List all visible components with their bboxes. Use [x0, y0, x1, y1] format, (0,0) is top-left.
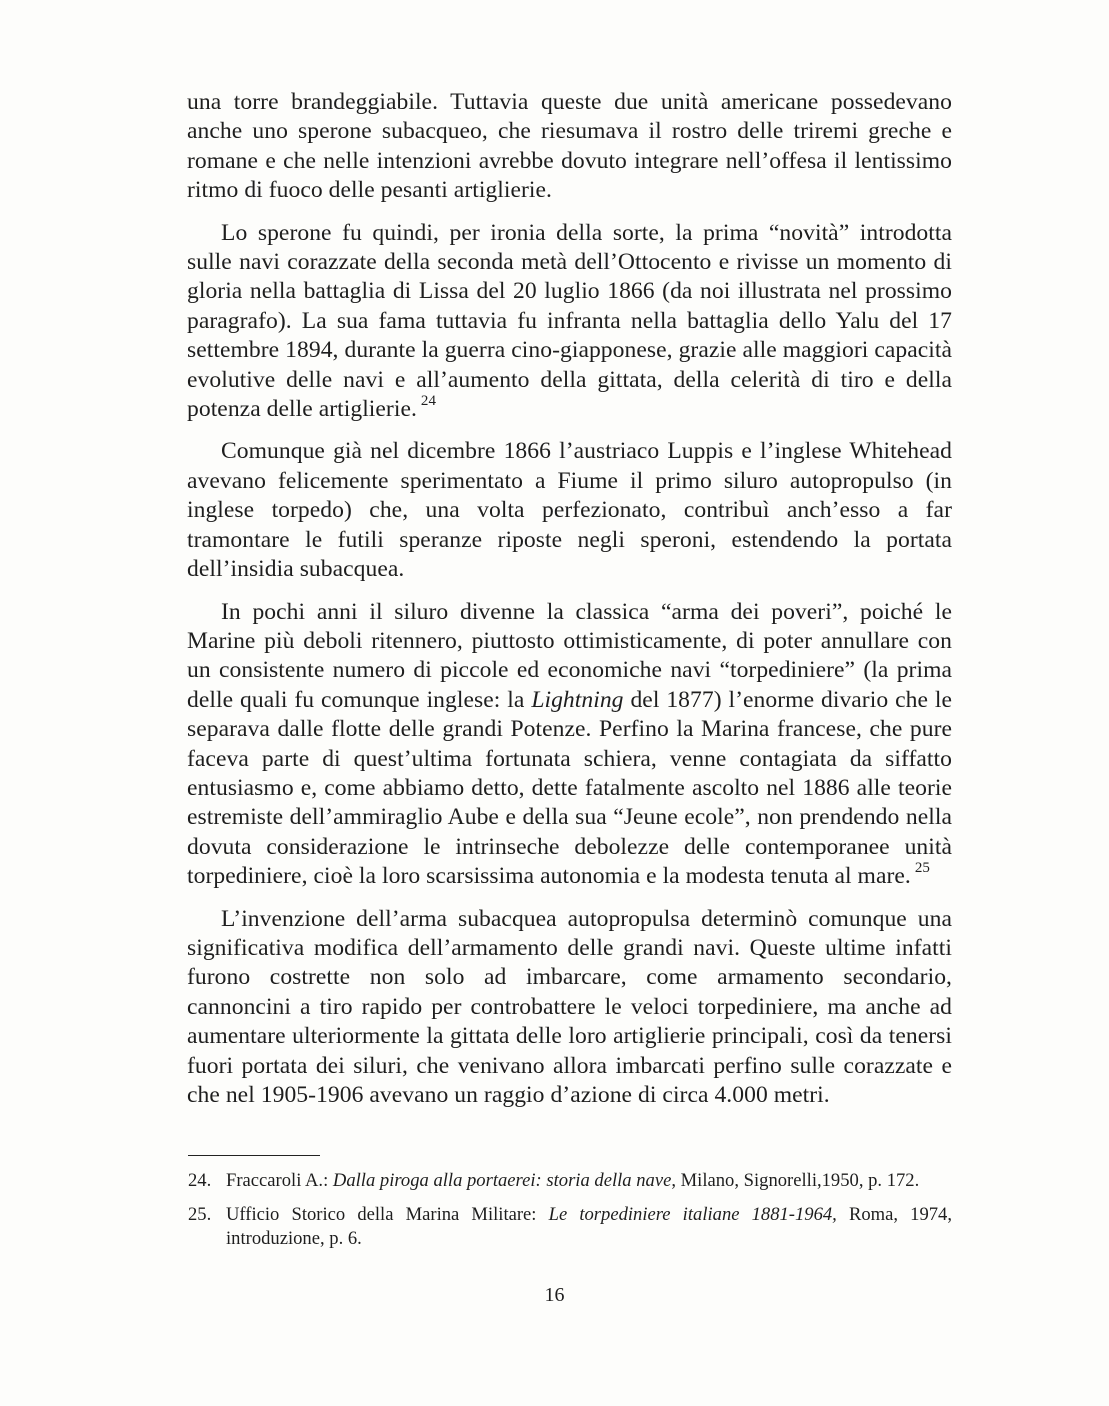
footnote-title: Dalla piroga alla portaerei: storia della nave	[332, 1170, 672, 1191]
body-text	[187, 88, 952, 1123]
footnote-text: Roma, 1974, introduzione, p. 6.	[226, 1204, 952, 1249]
footnote-number: 24.	[188, 1170, 212, 1191]
paragraph-text: del 1877) l’enorme divario che le separava dalle flotte delle grandi Potenze. Perfino la Marina francese, che pure faceva parte di quest’ultima fortunata schiera, venne contagiata da siffatto entusiasmo e, come abbiamo detto, dette fatalmente ascolto nel 1886 alle teorie estremiste dell’ammiraglio Aube e della sua “Jeune ecole”, non prendendo nella dovuta considerazione le intrinseche debolezze delle contemporanee unità torpediniere, cioè la loro scarsissima autonomia e la modesta tenuta al mare.	[187, 686, 952, 890]
footnote-text: Fraccaroli A.:	[226, 1170, 333, 1191]
paragraph-text: una torre brandeggiabile. Tuttavia queste due unità americane possedevano anche uno sperone subacqueo, che riesumava il rostro delle triremi greche e romane e che nelle intenzioni avrebbe dovuto integrare nell’offesa il lentissimo ritmo di fuoco delle pesanti artiglierie.	[187, 89, 952, 204]
page-number: 16	[544, 1284, 565, 1306]
footnote-title: Le torpediniere italiane 1881-1964,	[548, 1204, 837, 1225]
footnotes	[188, 1169, 952, 1261]
ship-name: Lightning	[531, 686, 624, 713]
paragraph	[187, 88, 952, 206]
footnote-separator	[188, 1155, 320, 1156]
paragraph-text: In pochi anni il siluro divenne la classica “arma dei poveri”, poiché le Marine più deboli ritennero, piuttosto ottimisticamente, di poter annullare con un consistente numero di piccole ed economiche navi “torpediniere” (la prima delle quali fu comunque inglese: la	[187, 598, 952, 713]
footnote-reference: 24	[420, 393, 437, 410]
footnote	[188, 1203, 952, 1251]
footnote-number: 25.	[188, 1204, 212, 1225]
paragraph-text: Lo sperone fu quindi, per ironia della sorte, la prima “novità” introdotta sulle navi corazzate della seconda metà dell’Ottocento e rivisse un momento di gloria nella battaglia di Lissa del 20 luglio 1866 (da noi illustrata nel prossimo paragrafo). La sua fama tuttavia fu infranta nella battaglia dello Yalu del 17 settembre 1894, durante la guerra cino-giapponese, grazie alle maggiori capacità evolutive delle navi e all’aumento della gittata, della celerità di tiro e della potenza delle artiglierie.	[187, 219, 952, 423]
footnote-reference: 25	[914, 860, 930, 877]
footnote-text: , Milano, Signorelli,1950, p. 172.	[671, 1170, 920, 1191]
paragraph	[187, 905, 952, 1111]
paragraph-text: Comunque già nel dicembre 1866 l’austriaco Luppis e l’inglese Whitehead avevano felicemente sperimentato a Fiume il primo siluro autopropulso (in inglese torpedo) che, una volta perfezionato, contribuì anch’esso a far tramontare le futili speranze riposte negli speroni, estendendo la portata dell’insidia subacquea.	[187, 438, 952, 583]
paragraph	[187, 219, 952, 425]
paragraph	[187, 598, 952, 892]
paragraph-text: L’invenzione dell’arma subacquea autopropulsa determinò comunque una significativa modifica dell’armamento delle grandi navi. Queste ultime infatti furono costrette non solo ad imbarcare, come armamento secondario, cannoncini a tiro rapido per controbattere le veloci torpediniere, ma anche ad aumentare ulteriormente la gittata delle loro artiglierie principali, così da tenersi fuori portata dei siluri, che venivano allora imbarcati perfino sulle corazzate e che nel 1905-1906 avevano un raggio d’azione di circa 4.000 metri.	[187, 905, 952, 1108]
footnote	[188, 1169, 952, 1193]
paragraph	[187, 437, 952, 584]
footnote-text: Ufficio Storico della Marina Militare:	[226, 1204, 549, 1225]
